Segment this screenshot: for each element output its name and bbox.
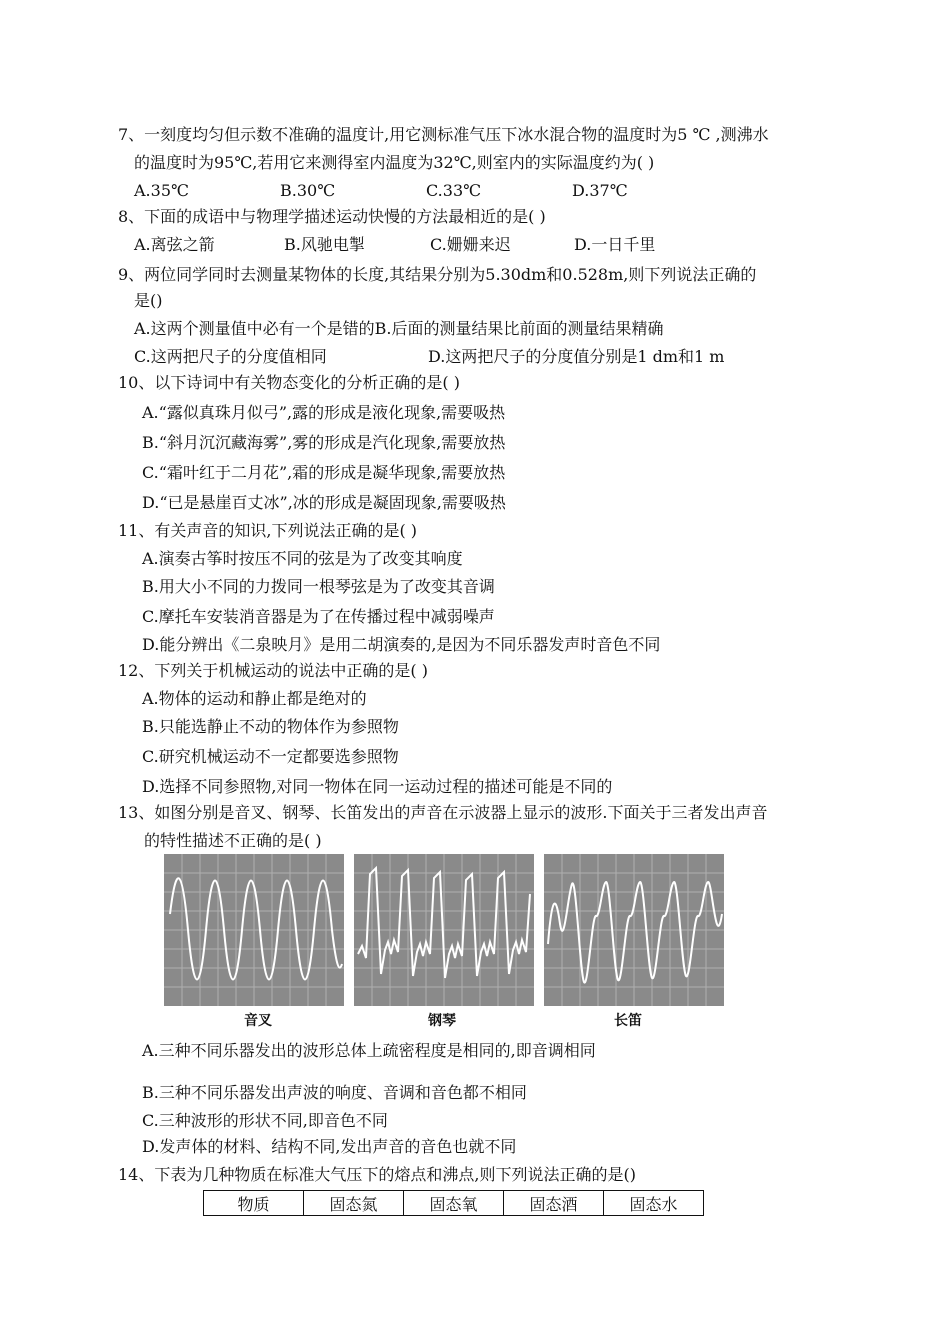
q11-stem: 11、有关声音的知识,下列说法正确的是( ) — [118, 521, 418, 540]
q8-stem: 8、下面的成语中与物理学描述运动快慢的方法最相近的是( ) — [118, 207, 546, 226]
q11-option-a: A.演奏古筝时按压不同的弦是为了改变其响度 — [142, 549, 463, 568]
q12-option-a: A.物体的运动和静止都是绝对的 — [142, 689, 367, 708]
q7-stem-line2: 的温度时为95℃,若用它来测得室内温度为32℃,则室内的实际温度约为( ) — [134, 153, 655, 172]
q11-option-c: C.摩托车安装消音器是为了在传播过程中减弱噪声 — [142, 607, 495, 626]
q7-option-b: B.30℃ — [280, 181, 336, 200]
q8-option-d: D.一日千里 — [574, 235, 656, 254]
scope-tuning-fork — [164, 854, 344, 1006]
q8-option-a: A.离弦之箭 — [134, 235, 215, 254]
q7-option-c: C.33℃ — [426, 181, 482, 200]
q13-option-a: A.三种不同乐器发出的波形总体上疏密程度是相同的,即音调相同 — [142, 1041, 596, 1060]
table-header-cell: 物质 — [204, 1191, 304, 1216]
q8-options — [134, 234, 720, 256]
table-header-cell: 固态氮 — [304, 1191, 404, 1216]
q10-option-b: B.“斜月沉沉藏海雾”,雾的形成是汽化现象,需要放热 — [142, 433, 506, 452]
table-header-cell: 固态水 — [604, 1191, 704, 1216]
q7-stem-line1: 7、一刻度均匀但示数不准确的温度计,用它测标准气压下冰水混合物的温度时为5 ℃ ,测沸水 — [118, 125, 769, 144]
q11-option-b: B.用大小不同的力拨同一根琴弦是为了改变其音调 — [142, 577, 495, 596]
q12-option-b: B.只能选静止不动的物体作为参照物 — [142, 717, 399, 736]
q12-stem: 12、下列关于机械运动的说法中正确的是( ) — [118, 661, 428, 680]
scope-flute — [544, 854, 724, 1006]
q12-option-c: C.研究机械运动不一定都要选参照物 — [142, 747, 399, 766]
q13-stem-line1: 13、如图分别是音叉、钢琴、长笛发出的声音在示波器上显示的波形.下面关于三者发出声音 — [118, 803, 768, 822]
caption-tuning-fork: 音叉 — [244, 1013, 272, 1029]
q9-stem-line2: 是() — [134, 291, 163, 310]
q7-options — [134, 180, 718, 202]
table-header-cell: 固态氧 — [404, 1191, 504, 1216]
table-header-cell: 固态酒 — [504, 1191, 604, 1216]
q12-option-d: D.选择不同参照物,对同一物体在同一运动过程的描述可能是不同的 — [142, 777, 613, 796]
table-row — [204, 1191, 704, 1216]
q13-option-c: C.三种波形的形状不同,即音色不同 — [142, 1111, 388, 1130]
q9-option-c: C.这两把尺子的分度值相同 — [134, 347, 327, 366]
melting-boiling-table — [203, 1190, 704, 1216]
q7-option-a: A.35℃ — [134, 181, 189, 200]
q10-option-d: D.“已是悬崖百丈冰”,冰的形成是凝固现象,需要吸热 — [142, 493, 506, 512]
q9-option-ab: A.这两个测量值中必有一个是错的B.后面的测量结果比前面的测量结果精确 — [134, 319, 664, 338]
oscilloscope-figure — [164, 854, 728, 1008]
q8-option-b: B.风驰电掣 — [284, 235, 365, 254]
q8-option-c: C.姗姗来迟 — [430, 235, 511, 254]
q10-option-a: A.“露似真珠月似弓”,露的形成是液化现象,需要吸热 — [142, 403, 506, 422]
q14-stem: 14、下表为几种物质在标准大气压下的熔点和沸点,则下列说法正确的是() — [118, 1165, 636, 1184]
q9-option-d: D.这两把尺子的分度值分别是1 dm和1 m — [428, 347, 725, 366]
q11-option-d: D.能分辨出《二泉映月》是用二胡演奏的,是因为不同乐器发声时音色不同 — [142, 635, 661, 654]
q10-option-c: C.“霜叶红于二月花”,霜的形成是凝华现象,需要放热 — [142, 463, 506, 482]
caption-piano: 钢琴 — [428, 1013, 456, 1029]
q13-option-d: D.发声体的材料、结构不同,发出声音的音色也就不同 — [142, 1137, 517, 1156]
q13-option-b: B.三种不同乐器发出声波的响度、音调和音色都不相同 — [142, 1083, 527, 1102]
scope-piano — [354, 854, 534, 1006]
q7-option-d: D.37℃ — [572, 181, 628, 200]
q13-stem-line2: 的特性描述不正确的是( ) — [144, 831, 322, 850]
q10-stem: 10、以下诗词中有关物态变化的分析正确的是( ) — [118, 373, 460, 392]
caption-flute: 长笛 — [614, 1013, 642, 1029]
q9-stem-line1: 9、两位同学同时去测量某物体的长度,其结果分别为5.30dm和0.528m,则下列说法正确的 — [118, 265, 757, 284]
